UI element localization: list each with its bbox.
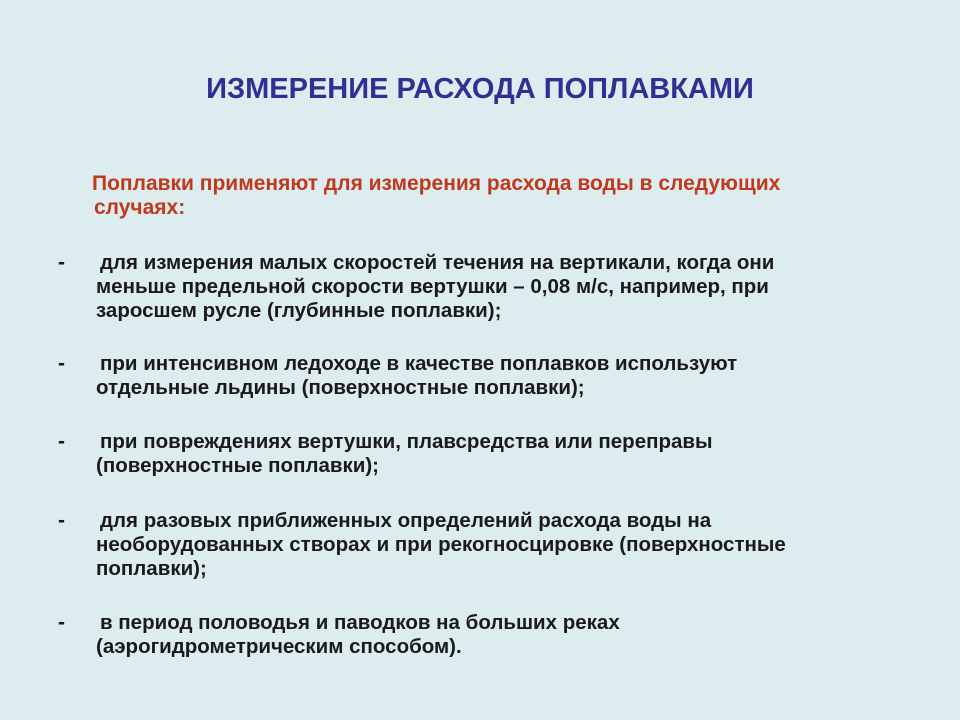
bullet-line: при интенсивном ледоходе в качестве поплавков используют (100, 352, 738, 375)
bullet-line: отдельные льдины (поверхностные поплавки); (96, 376, 585, 399)
slide-title: ИЗМЕРЕНИЕ РАСХОДА ПОПЛАВКАМИ (206, 73, 754, 105)
bullet-text (96, 251, 916, 323)
bullet-text (96, 611, 916, 659)
intro-line-2: случаях: (94, 196, 186, 219)
bullet-text (96, 509, 916, 581)
bullet-dash: - (58, 352, 65, 375)
bullet-dash: - (58, 430, 65, 453)
bullet-line: поплавки); (96, 557, 207, 580)
bullet-line: (поверхностные поплавки); (96, 454, 380, 477)
bullet-line: необорудованных створах и при рекогносцировке (поверхностные (96, 533, 786, 556)
intro-line-1: Поплавки применяют для измерения расхода воды в следующих (92, 172, 781, 195)
bullet-line: при повреждениях вертушки, плавсредства или переправы (100, 430, 713, 453)
bullet-line: для разовых приближенных определений расхода воды на (100, 509, 712, 532)
bullet-dash: - (58, 611, 65, 634)
bullet-dash: - (58, 509, 65, 532)
bullet-line: заросшем русле (глубинные поплавки); (96, 299, 502, 322)
bullet-line: меньше предельной скорости вертушки – 0,08 м/с, например, при (96, 275, 769, 298)
bullet-text (96, 430, 916, 478)
intro-paragraph (92, 172, 892, 220)
bullet-line: в период половодья и паводков на больших реках (100, 611, 620, 634)
bullet-dash: - (58, 251, 65, 274)
bullet-line: для измерения малых скоростей течения на вертикали, когда они (100, 251, 775, 274)
bullet-line: (аэрогидрометрическим способом). (96, 635, 462, 658)
bullet-text (96, 352, 916, 400)
